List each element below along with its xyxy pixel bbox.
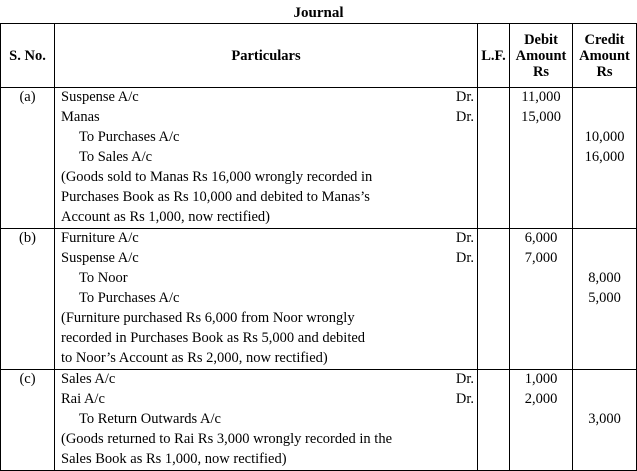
entry-lf: [478, 289, 510, 309]
entry-particulars: [55, 249, 478, 269]
entry-lf: [478, 329, 510, 349]
particulars-text: To Purchases A/c: [79, 129, 180, 145]
header-debit-line1: Debit: [524, 31, 558, 48]
table-row: [1, 229, 637, 250]
entry-lf: [478, 208, 510, 229]
particulars-text: Suspense A/c: [61, 250, 139, 266]
table-row: [1, 430, 637, 450]
entry-particulars: [55, 390, 478, 410]
entry-particulars: [55, 88, 478, 109]
entry-particulars: [55, 148, 478, 168]
entry-lf: [478, 430, 510, 450]
particulars-text: Account as Rs 1,000, now rectified): [61, 209, 270, 225]
entry-credit: [573, 450, 637, 471]
entry-debit: 11,000: [510, 88, 573, 109]
table-row: [1, 309, 637, 329]
journal-table: [0, 23, 637, 471]
entry-sno: [1, 390, 55, 410]
particulars-text: (Goods sold to Manas Rs 16,000 wrongly recorded in: [61, 169, 373, 185]
table-row: [1, 249, 637, 269]
journal-body: [1, 88, 637, 471]
entry-debit: 7,000: [510, 249, 573, 269]
particulars-text: to Noor’s Account as Rs 2,000, now rectified): [61, 350, 328, 366]
particulars-text: Manas: [61, 109, 100, 125]
entry-lf: [478, 269, 510, 289]
entry-debit: 6,000: [510, 229, 573, 250]
entry-debit: [510, 269, 573, 289]
particulars-text: Rai A/c: [61, 391, 105, 407]
header-credit: [573, 24, 637, 88]
particulars-text: Sales A/c: [61, 371, 116, 387]
particulars-text: Suspense A/c: [61, 89, 139, 105]
entry-lf: [478, 168, 510, 188]
entry-particulars: [55, 289, 478, 309]
entry-credit: 10,000: [573, 128, 637, 148]
entry-sno: [1, 128, 55, 148]
entry-sno: [1, 208, 55, 229]
entry-credit: 5,000: [573, 289, 637, 309]
entry-particulars: [55, 128, 478, 148]
entry-credit: [573, 249, 637, 269]
entry-credit: [573, 208, 637, 229]
entry-debit: [510, 289, 573, 309]
entry-debit: [510, 309, 573, 329]
entry-particulars: [55, 430, 478, 450]
entry-debit: [510, 128, 573, 148]
header-row: [1, 24, 637, 88]
entry-debit: [510, 329, 573, 349]
entry-sno: [1, 349, 55, 370]
header-lf: L.F.: [478, 24, 510, 88]
entry-lf: [478, 188, 510, 208]
entry-lf: [478, 108, 510, 128]
table-row: [1, 148, 637, 168]
entry-lf: [478, 309, 510, 329]
entry-particulars: [55, 229, 478, 250]
entry-sno: [1, 108, 55, 128]
particulars-text: To Purchases A/c: [79, 290, 180, 306]
table-row: [1, 269, 637, 289]
entry-particulars: [55, 269, 478, 289]
entry-credit: [573, 229, 637, 250]
entry-debit: [510, 168, 573, 188]
table-row: [1, 450, 637, 471]
table-row: [1, 349, 637, 370]
entry-sno: (b): [1, 229, 55, 250]
entry-sno: [1, 289, 55, 309]
particulars-text: To Return Outwards A/c: [79, 411, 221, 427]
header-debit: [510, 24, 573, 88]
journal-title: Journal: [293, 5, 344, 21]
entry-sno: [1, 450, 55, 471]
dr-marker: Dr.: [455, 391, 474, 407]
entry-credit: 16,000: [573, 148, 637, 168]
entry-debit: [510, 349, 573, 370]
entry-particulars: [55, 329, 478, 349]
entry-credit: [573, 108, 637, 128]
entry-particulars: [55, 168, 478, 188]
entry-credit: [573, 329, 637, 349]
entry-lf: [478, 229, 510, 250]
table-row: [1, 208, 637, 229]
table-row: [1, 390, 637, 410]
entry-lf: [478, 450, 510, 471]
entry-lf: [478, 349, 510, 370]
header-credit-line1: Credit: [584, 31, 625, 48]
entry-sno: [1, 329, 55, 349]
entry-lf: [478, 370, 510, 391]
entry-debit: [510, 148, 573, 168]
particulars-text: recorded in Purchases Book as Rs 5,000 and debited: [61, 330, 366, 346]
entry-debit: [510, 430, 573, 450]
entry-debit: [510, 410, 573, 430]
dr-marker: Dr.: [455, 230, 474, 246]
header-sno: S. No.: [1, 24, 55, 88]
entry-lf: [478, 410, 510, 430]
header-credit-line2: Amount: [579, 47, 630, 64]
dr-marker: Dr.: [455, 89, 474, 105]
entry-sno: [1, 188, 55, 208]
entry-sno: (a): [1, 88, 55, 109]
entry-debit: 15,000: [510, 108, 573, 128]
entry-sno: [1, 168, 55, 188]
entry-debit: [510, 208, 573, 229]
entry-sno: [1, 269, 55, 289]
entry-lf: [478, 88, 510, 109]
table-row: [1, 108, 637, 128]
entry-particulars: [55, 188, 478, 208]
entry-sno: [1, 309, 55, 329]
entry-particulars: [55, 208, 478, 229]
entry-particulars: [55, 410, 478, 430]
particulars-text: To Noor: [79, 270, 128, 286]
entry-particulars: [55, 450, 478, 471]
table-row: [1, 289, 637, 309]
entry-debit: 2,000: [510, 390, 573, 410]
entry-particulars: [55, 349, 478, 370]
entry-sno: [1, 410, 55, 430]
entry-debit: 1,000: [510, 370, 573, 391]
table-row: [1, 329, 637, 349]
entry-credit: [573, 309, 637, 329]
entry-credit: [573, 349, 637, 370]
dr-marker: Dr.: [455, 250, 474, 266]
table-row: [1, 410, 637, 430]
header-debit-line3: Rs: [532, 63, 550, 80]
header-debit-line2: Amount: [515, 47, 567, 64]
entry-lf: [478, 249, 510, 269]
entry-credit: [573, 430, 637, 450]
table-row: [1, 128, 637, 148]
entry-lf: [478, 128, 510, 148]
entry-debit: [510, 450, 573, 471]
table-row: [1, 370, 637, 391]
entry-debit: [510, 188, 573, 208]
table-row: [1, 88, 637, 109]
particulars-text: (Goods returned to Rai Rs 3,000 wrongly recorded in the: [61, 431, 393, 447]
entry-credit: [573, 390, 637, 410]
entry-particulars: [55, 108, 478, 128]
entry-credit: [573, 168, 637, 188]
entry-credit: 3,000: [573, 410, 637, 430]
entry-particulars: [55, 370, 478, 391]
particulars-text: Furniture A/c: [61, 230, 139, 246]
particulars-text: Purchases Book as Rs 10,000 and debited to Manas’s: [61, 189, 370, 205]
entry-credit: [573, 188, 637, 208]
table-row: [1, 168, 637, 188]
entry-lf: [478, 390, 510, 410]
header-particulars: Particulars: [55, 24, 478, 88]
particulars-text: To Sales A/c: [79, 149, 153, 165]
table-row: [1, 188, 637, 208]
dr-marker: Dr.: [455, 109, 474, 125]
entry-sno: (c): [1, 370, 55, 391]
entry-particulars: [55, 309, 478, 329]
entry-credit: [573, 370, 637, 391]
particulars-text: Sales Book as Rs 1,000, now rectified): [61, 451, 287, 467]
entry-credit: [573, 88, 637, 109]
header-credit-line3: Rs: [596, 63, 613, 80]
dr-marker: Dr.: [455, 371, 474, 387]
entry-lf: [478, 148, 510, 168]
entry-sno: [1, 148, 55, 168]
particulars-text: (Furniture purchased Rs 6,000 from Noor wrongly: [61, 310, 355, 326]
entry-sno: [1, 249, 55, 269]
entry-credit: 8,000: [573, 269, 637, 289]
entry-sno: [1, 430, 55, 450]
